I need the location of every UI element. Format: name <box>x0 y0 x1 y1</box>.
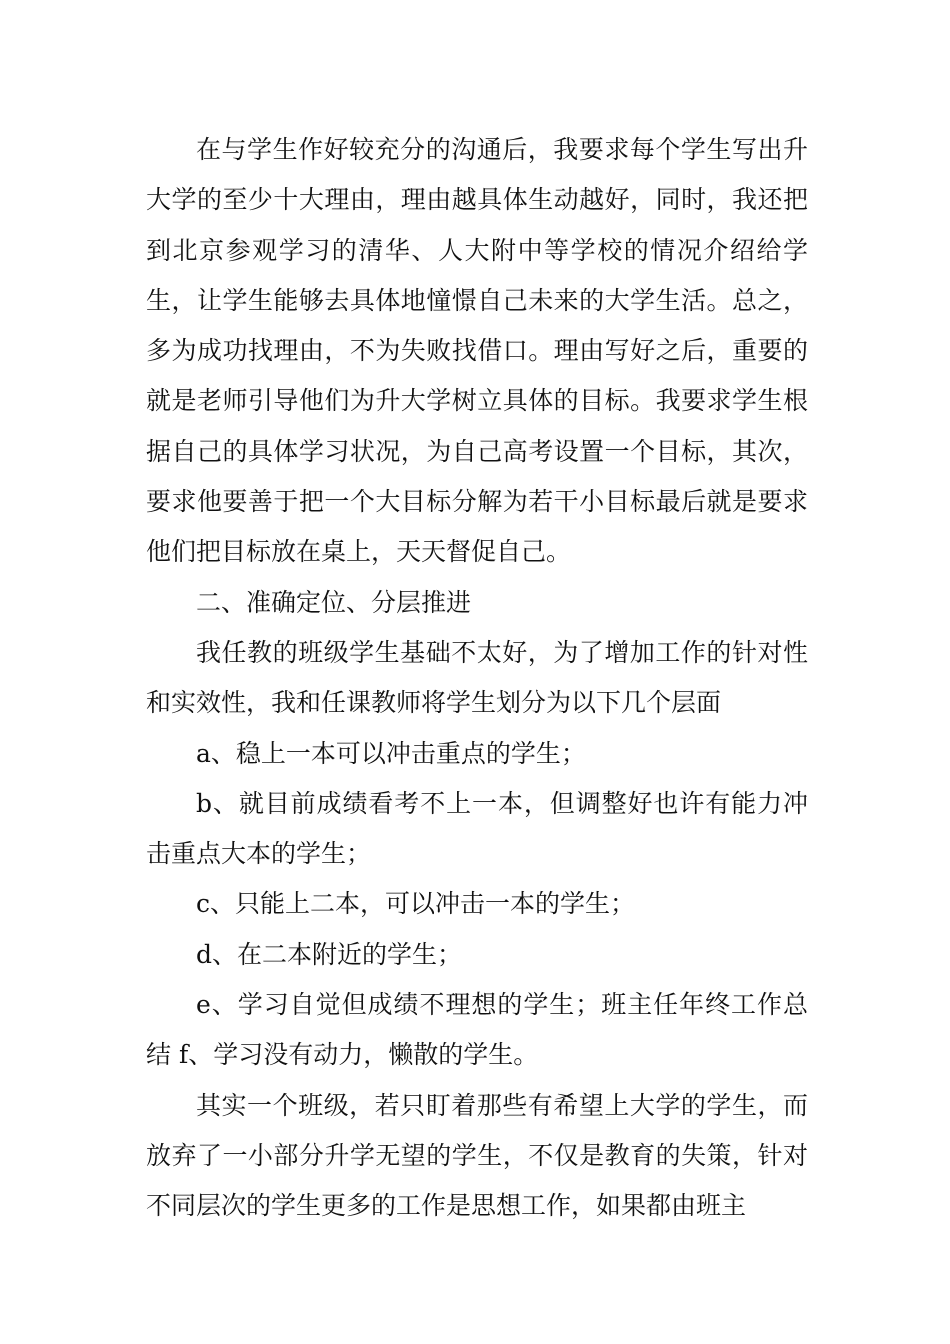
list-item-level-b: b、就目前成绩看考不上一本，但调整好也许有能力冲击重点大本的学生； <box>146 788 808 869</box>
list-item-level-c: c、只能上二本，可以冲击一本的学生； <box>196 889 636 919</box>
section-heading: 二、准确定位、分层推进 <box>196 587 472 617</box>
paragraph-goal-setting: 在与学生作好较充分的沟通后，我要求每个学生写出升大学的至少十大理由，理由越具体生动越好，同时，我还把到北京参观学习的清华、人大附中等学校的情况介绍给学生，让学生能够去具体地憧憬自己未来的大学生活。总之，多为成功找理由，不为失败找借口。理由写好之后，重要的就是老师引导他们为升大学树立具体的目标。我要求学生根据自己的具体学习状况，为自己高考设置一个目标，其次，要求他要善于把一个大目标分解为若干小目标最后就是要求他们把目标放在桌上，天天督促自己。 <box>146 135 808 567</box>
paragraph-closing: 其实一个班级，若只盯着那些有希望上大学的学生，而放弃了一小部分升学无望的学生，不仅是教育的失策，针对不同层次的学生更多的工作是思想工作，如果都由班主 <box>146 1090 808 1221</box>
list-item-level-d: d、在二本附近的学生； <box>196 939 463 969</box>
list-item-level-a: a、稳上一本可以冲击重点的学生； <box>196 738 586 768</box>
paragraph-student-levels-intro: 我任教的班级学生基础不太好，为了增加工作的针对性和实效性，我和任课教师将学生划分为以下几个层面 <box>146 637 808 718</box>
document-page <box>146 125 808 1232</box>
list-item-level-e-f: e、学习自觉但成绩不理想的学生；班主任年终工作总结 f、学习没有动力，懒散的学生。 <box>146 990 808 1070</box>
